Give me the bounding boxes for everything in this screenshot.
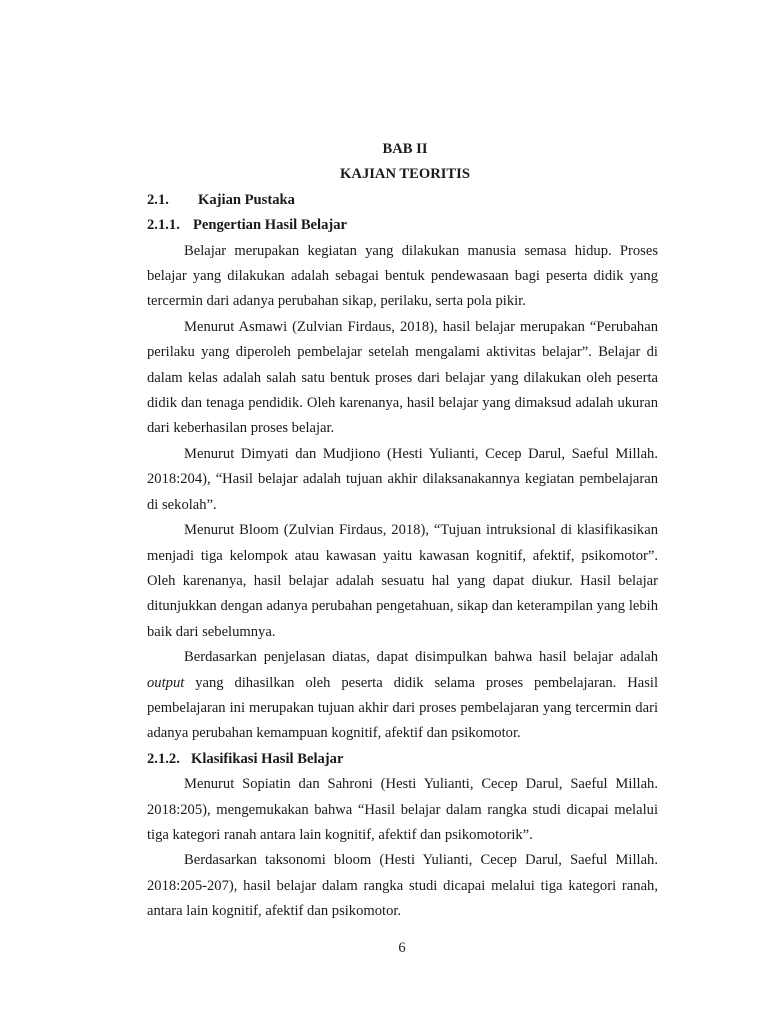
subsection-number: 2.1.2. — [147, 750, 180, 767]
italic-term: output — [147, 674, 185, 691]
paragraph: Berdasarkan taksonomi bloom (Hesti Yulianti, Cecep Darul, Saeful Millah. 2018:205-207), hasil belajar dalam rangka studi dicapai melalui tiga kategori ranah, antara lain kognitif, afektif dan psikomotor. — [147, 852, 658, 920]
chapter-title: KAJIAN TEORITIS — [340, 166, 470, 183]
section-title: Kajian Pustaka — [198, 191, 295, 208]
section-number: 2.1. — [147, 191, 169, 208]
paragraph: Menurut Bloom (Zulvian Firdaus, 2018), “Tujuan intruksional di klasifikasikan menjadi tiga kelompok atau kawasan yaitu kawasan kognitif, afektif, psikomotor”. Oleh karenanya, hasil belajar adalah sesuatu hal yang dapat diukur. Hasil belajar ditunjukkan dengan adanya perubahan pengetahuan, sikap dan keterampilan yang lebih baik dari sebelumnya. — [147, 522, 658, 640]
page-number: 6 — [398, 940, 406, 956]
paragraph: Menurut Sopiatin dan Sahroni (Hesti Yulianti, Cecep Darul, Saeful Millah. 2018:205), mengemukakan bahwa “Hasil belajar dalam rangka studi dicapai melalui tiga kategori ranah antara lain kognitif, afektif dan psikomotorik”. — [147, 776, 658, 843]
subsection-heading-1 — [147, 213, 658, 238]
paragraph: Menurut Asmawi (Zulvian Firdaus, 2018), hasil belajar merupakan “Perubahan perilaku yang diperoleh pembelajar setelah mengalami aktivitas belajar”. Belajar di dalam kelas adalah salah satu bentuk proses dari belajar yang dilakukan oleh peserta didik dan tenaga pendidik. Oleh karenanya, hasil belajar yang dimaksud adalah ukuran dari keberhasilan proses belajar. — [147, 318, 658, 437]
text-run: yang dihasilkan oleh peserta didik selama proses pembelajaran. Hasil pembelajaran ini merupakan tujuan akhir dari proses pembelajaran yang tercermin dari adanya perubahan kemampuan kognitif, afektif dan psikomotor. — [147, 674, 658, 742]
chapter-label: BAB II — [382, 141, 428, 157]
text-run: Berdasarkan penjelasan diatas, dapat disimpulkan bahwa hasil belajar adalah — [184, 649, 658, 666]
subsection-title: Pengertian Hasil Belajar — [193, 217, 348, 234]
section-heading — [147, 188, 658, 213]
paragraph: Menurut Dimyati dan Mudjiono (Hesti Yulianti, Cecep Darul, Saeful Millah. 2018:204), “Hasil belajar adalah tujuan akhir dilaksanakannya kegiatan pembelajaran di sekolah”. — [147, 445, 658, 513]
paragraph-conclusion — [147, 645, 658, 747]
page-content — [147, 137, 658, 925]
subsection-number: 2.1.1. — [147, 217, 180, 234]
subsection-title: Klasifikasi Hasil Belajar — [191, 750, 344, 767]
paragraph: Belajar merupakan kegiatan yang dilakukan manusia semasa hidup. Proses belajar yang dilakukan adalah sebagai bentuk pendewasaan bagi peserta didik yang tercermin dari adanya perubahan sikap, perilaku, serta pola pikir. — [147, 242, 658, 310]
subsection-heading-2 — [147, 747, 658, 772]
